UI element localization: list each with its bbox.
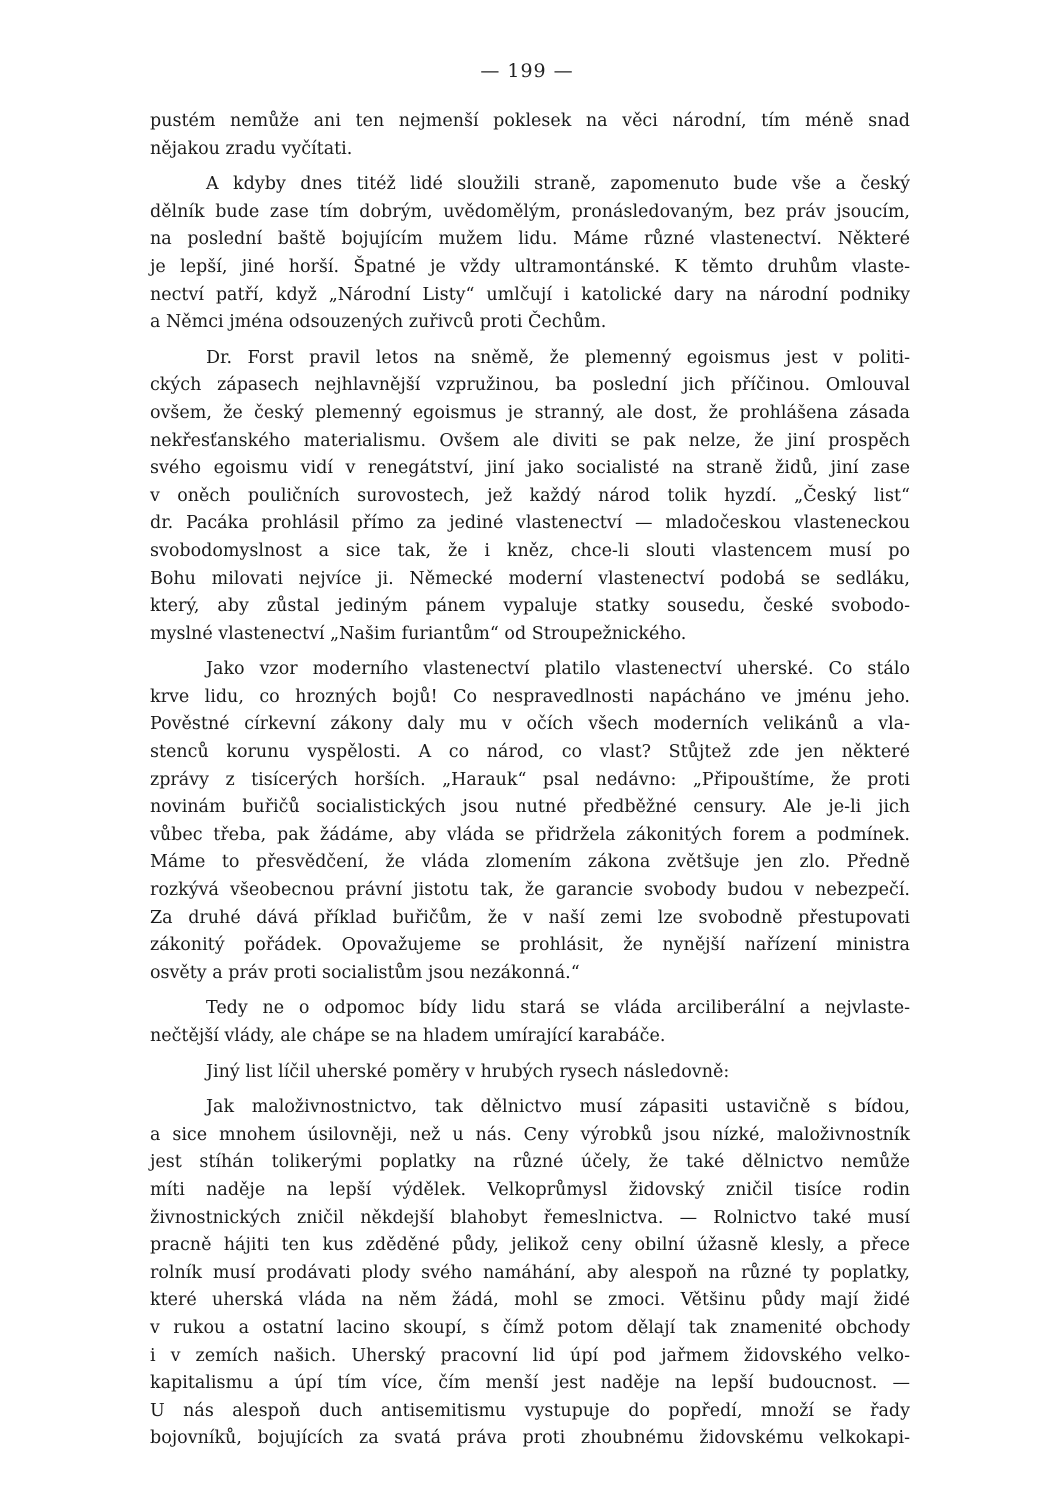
text-line: myslné vlastenectví „Našim furiantům“ od Stroupežnického. bbox=[150, 623, 687, 644]
text-line: novinám buřičů socialistických jsou nutné předběžné censury. Ale je-li jich bbox=[150, 797, 910, 818]
text-line: bojovníků, bojujících za svatá práva proti zhoubnému židovskému velkokapi- bbox=[150, 1428, 910, 1449]
text-line: i v zemích našich. Uherský pracovní lid úpí pod jařmem židovského velko- bbox=[150, 1345, 910, 1366]
text-line: Dr. Forst pravil letos na sněmě, že plemenný egoismus jest v politi- bbox=[206, 347, 910, 368]
text-line: nekřesťanského materialismu. Ovšem ale diviti se pak nelze, že jiní prospěch bbox=[150, 430, 910, 451]
paragraph bbox=[150, 345, 910, 649]
paragraph bbox=[150, 656, 910, 987]
text-line: A kdyby dnes titéž lidé sloužili straně, zapomenuto bude vše a český bbox=[206, 174, 910, 195]
paragraph-gap bbox=[150, 987, 910, 995]
text-line: krve lidu, co hrozných bojů! Co nespravedlnosti napácháno ve jménu jeho. bbox=[150, 686, 910, 707]
paragraph bbox=[150, 171, 910, 337]
text-line: Pověstné církevní zákony daly mu v očích všech moderních velikánů a vla- bbox=[150, 714, 910, 735]
text-line: zprávy z tisícerých horších. „Harauk“ psal nedávno: „Připouštíme, že proti bbox=[150, 769, 910, 790]
text-line: ovšem, že český plemenný egoismus je stranný, ale dost, že prohlášena zásada bbox=[150, 402, 910, 423]
text-line: Tedy ne o odpomoc bídy lidu stará se vláda arciliberální a nejvlaste- bbox=[206, 998, 910, 1019]
paragraph-gap bbox=[150, 1051, 910, 1059]
text-line: rozkývá všeobecnou právní jistotu tak, že garancie svobody budou v nebezpečí. bbox=[150, 880, 910, 901]
text-line: nějakou zradu vyčítati. bbox=[150, 138, 353, 159]
text-line: jest stíhán tolikerými poplatky na různé účely, že také dělnictvo nemůže bbox=[150, 1152, 910, 1173]
text-line: dělník bude zase tím dobrým, uvědomělým, pronásledovaným, bez práv jsoucím, bbox=[150, 201, 910, 222]
text-line: a sice mnohem úsilovněji, než u nás. Ceny výrobků jsou nízké, maloživnostník bbox=[150, 1124, 910, 1145]
text-line: svého egoismu vidí v renegátství, jiní jako socialisté na straně židů, jiní zase bbox=[150, 458, 910, 479]
text-line: v oněch pouličních surovostech, jež každý národ tolik hyzdí. „Český list“ bbox=[150, 485, 910, 506]
text-line: ckých zápasech nejhlavnější vzpružinou, ba poslední jich příčinou. Omlouval bbox=[150, 375, 910, 396]
text-line: dr. Pacáka prohlásil přímo za jediné vlastenectví — mladočeskou vlasteneckou bbox=[150, 513, 910, 534]
text-line: svobodomyslnost a sice tak, že i kněz, chce-li slouti vlastencem musí po bbox=[150, 540, 910, 561]
body-text bbox=[150, 108, 910, 1453]
paragraph-gap bbox=[150, 648, 910, 656]
text-line: nectví patří, když „Národní Listy“ umlčují i katolické dary na národní podniky bbox=[150, 284, 910, 305]
text-line: je lepší, jiné horší. Špatné je vždy ultramontánské. K těmto druhům vlaste- bbox=[150, 256, 910, 277]
text-line: na poslední baště bojujícím mužem lidu. Máme různé vlastenectví. Některé bbox=[150, 229, 910, 250]
text-line: v rukou a ostatní lacino skoupí, s čímž potom dělají tak znamenité obchody bbox=[150, 1317, 910, 1338]
paragraph-gap bbox=[150, 337, 910, 345]
paragraph-gap bbox=[150, 1086, 910, 1094]
text-line: živnostnických zničil někdejší blahobyt řemeslnictva. — Rolnictvo také musí bbox=[150, 1207, 910, 1228]
text-line: vůbec třeba, pak žádáme, aby vláda se přidržela zákonitých forem a podmínek. bbox=[150, 824, 910, 845]
text-line: osvěty a práv proti socialistům jsou nezákonná.“ bbox=[150, 962, 580, 983]
text-line: Jiný list líčil uherské poměry v hrubých rysech následovně: bbox=[206, 1061, 730, 1082]
text-line: Jako vzor moderního vlastenectví platilo vlastenectví uherské. Co stálo bbox=[206, 659, 910, 680]
text-line: a Němci jména odsouzených zuřivců proti Čechům. bbox=[150, 312, 607, 333]
text-line: Za druhé dává příklad buřičům, že v naší zemi lze svobodně přestupovati bbox=[150, 907, 910, 928]
text-line: zákonitý pořádek. Opovažujeme se prohlásit, že nynější nařízení ministra bbox=[150, 935, 910, 956]
text-line: které uherská vláda na něm žádá, mohl se zmoci. Většinu půdy mají židé bbox=[150, 1290, 910, 1311]
text-line: pracně hájiti ten kus zděděné půdy, jelikož ceny obilní úžasně klesly, a přece bbox=[150, 1235, 910, 1256]
text-line: kapitalismu a úpí tím více, čím menší jest naděje na lepší budoucnost. — bbox=[150, 1373, 910, 1394]
text-line: míti naděje na lepší výdělek. Velkoprůmysl židovský zničil tisíce rodin bbox=[150, 1179, 910, 1200]
text-line: U nás alespoň duch antisemitismu vystupuje do popředí, množí se řady bbox=[150, 1400, 910, 1421]
paragraph-gap bbox=[150, 163, 910, 171]
paragraph bbox=[150, 108, 910, 163]
text-line: pustém nemůže ani ten nejmenší poklesek na věci národní, tím méně snad bbox=[150, 111, 910, 131]
page-number: — 199 — bbox=[480, 60, 574, 82]
text-line: Jak maloživnostnictvo, tak dělnictvo musí zápasiti ustavičně s bídou, bbox=[206, 1097, 910, 1118]
text-line: stenců korunu vyspělosti. A co národ, co vlast? Stůjtež zde jen některé bbox=[150, 742, 910, 763]
text-line: Máme to přesvědčení, že vláda zlomením zákona zvětšuje jen zlo. Předně bbox=[150, 852, 910, 873]
paragraph bbox=[150, 995, 910, 1050]
text-line: Bohu milovati nejvíce ji. Německé moderní vlastenectví podobá se sedláku, bbox=[150, 568, 910, 589]
paragraph bbox=[150, 1059, 910, 1087]
text-line: rolník musí prodávati plody svého namáhání, aby alespoň na různé ty poplatky, bbox=[150, 1262, 910, 1283]
paragraph bbox=[150, 1094, 910, 1453]
text-line: který, aby zůstal jediným pánem vypaluje statky sousedu, české svobodo- bbox=[150, 596, 910, 617]
text-line: nečtější vlády, ale chápe se na hladem umírající karabáče. bbox=[150, 1026, 666, 1046]
